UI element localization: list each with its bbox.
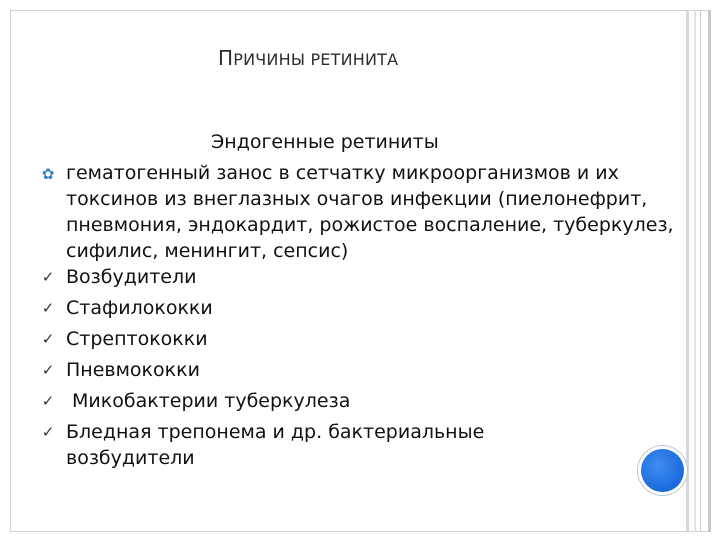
- decorative-stripe: [708, 10, 711, 532]
- list-item: [38, 388, 678, 414]
- list-item: [38, 419, 678, 471]
- slide-subtitle: Эндогенные ретиниты: [211, 131, 439, 153]
- flower-bullet-icon: ✿: [41, 165, 55, 183]
- checkmark-icon: ✓: [41, 361, 55, 379]
- checkmark-icon: ✓: [41, 423, 55, 441]
- slide-title: [218, 46, 398, 70]
- list-item: [38, 264, 678, 290]
- list-item: [38, 295, 678, 321]
- title-rest: РИЧИНЫ РЕТИНИТА: [233, 50, 399, 69]
- blue-circle-icon: [641, 449, 684, 492]
- frame-bottom-line: [10, 531, 710, 532]
- list-item-text: Микобактерии туберкулеза: [66, 390, 351, 412]
- list-item: [38, 326, 678, 352]
- frame-left-line: [10, 10, 11, 532]
- checkmark-icon: ✓: [41, 330, 55, 348]
- list-item-text: Стафилококки: [66, 297, 213, 319]
- list-item-text: Возбудители: [66, 266, 197, 288]
- checkmark-icon: ✓: [41, 268, 55, 286]
- list-item: [38, 357, 678, 383]
- list-item-text: гематогенный занос в сетчатку микроорганизмов и их токсинов из внеглазных очагов инфекции (пиелонефрит, пневмония, эндокардит, рожистое воспаление, туберкулез, сифилис, менингит, сепсис): [66, 162, 674, 262]
- list-item-text: Стрептококки: [66, 328, 208, 350]
- title-first-letter: П: [218, 46, 234, 70]
- list-item-text: Бледная трепонема и др. бактериальные возбудители: [66, 421, 485, 469]
- bullet-list: [38, 160, 678, 476]
- list-item: [38, 160, 678, 264]
- decorative-stripe: [700, 10, 701, 532]
- checkmark-icon: ✓: [41, 299, 55, 317]
- decorative-stripe: [686, 10, 689, 532]
- frame-top-line: [10, 10, 710, 11]
- decorative-stripe: [694, 10, 696, 532]
- checkmark-icon: ✓: [41, 392, 55, 410]
- list-item-text: Пневмококки: [66, 359, 200, 381]
